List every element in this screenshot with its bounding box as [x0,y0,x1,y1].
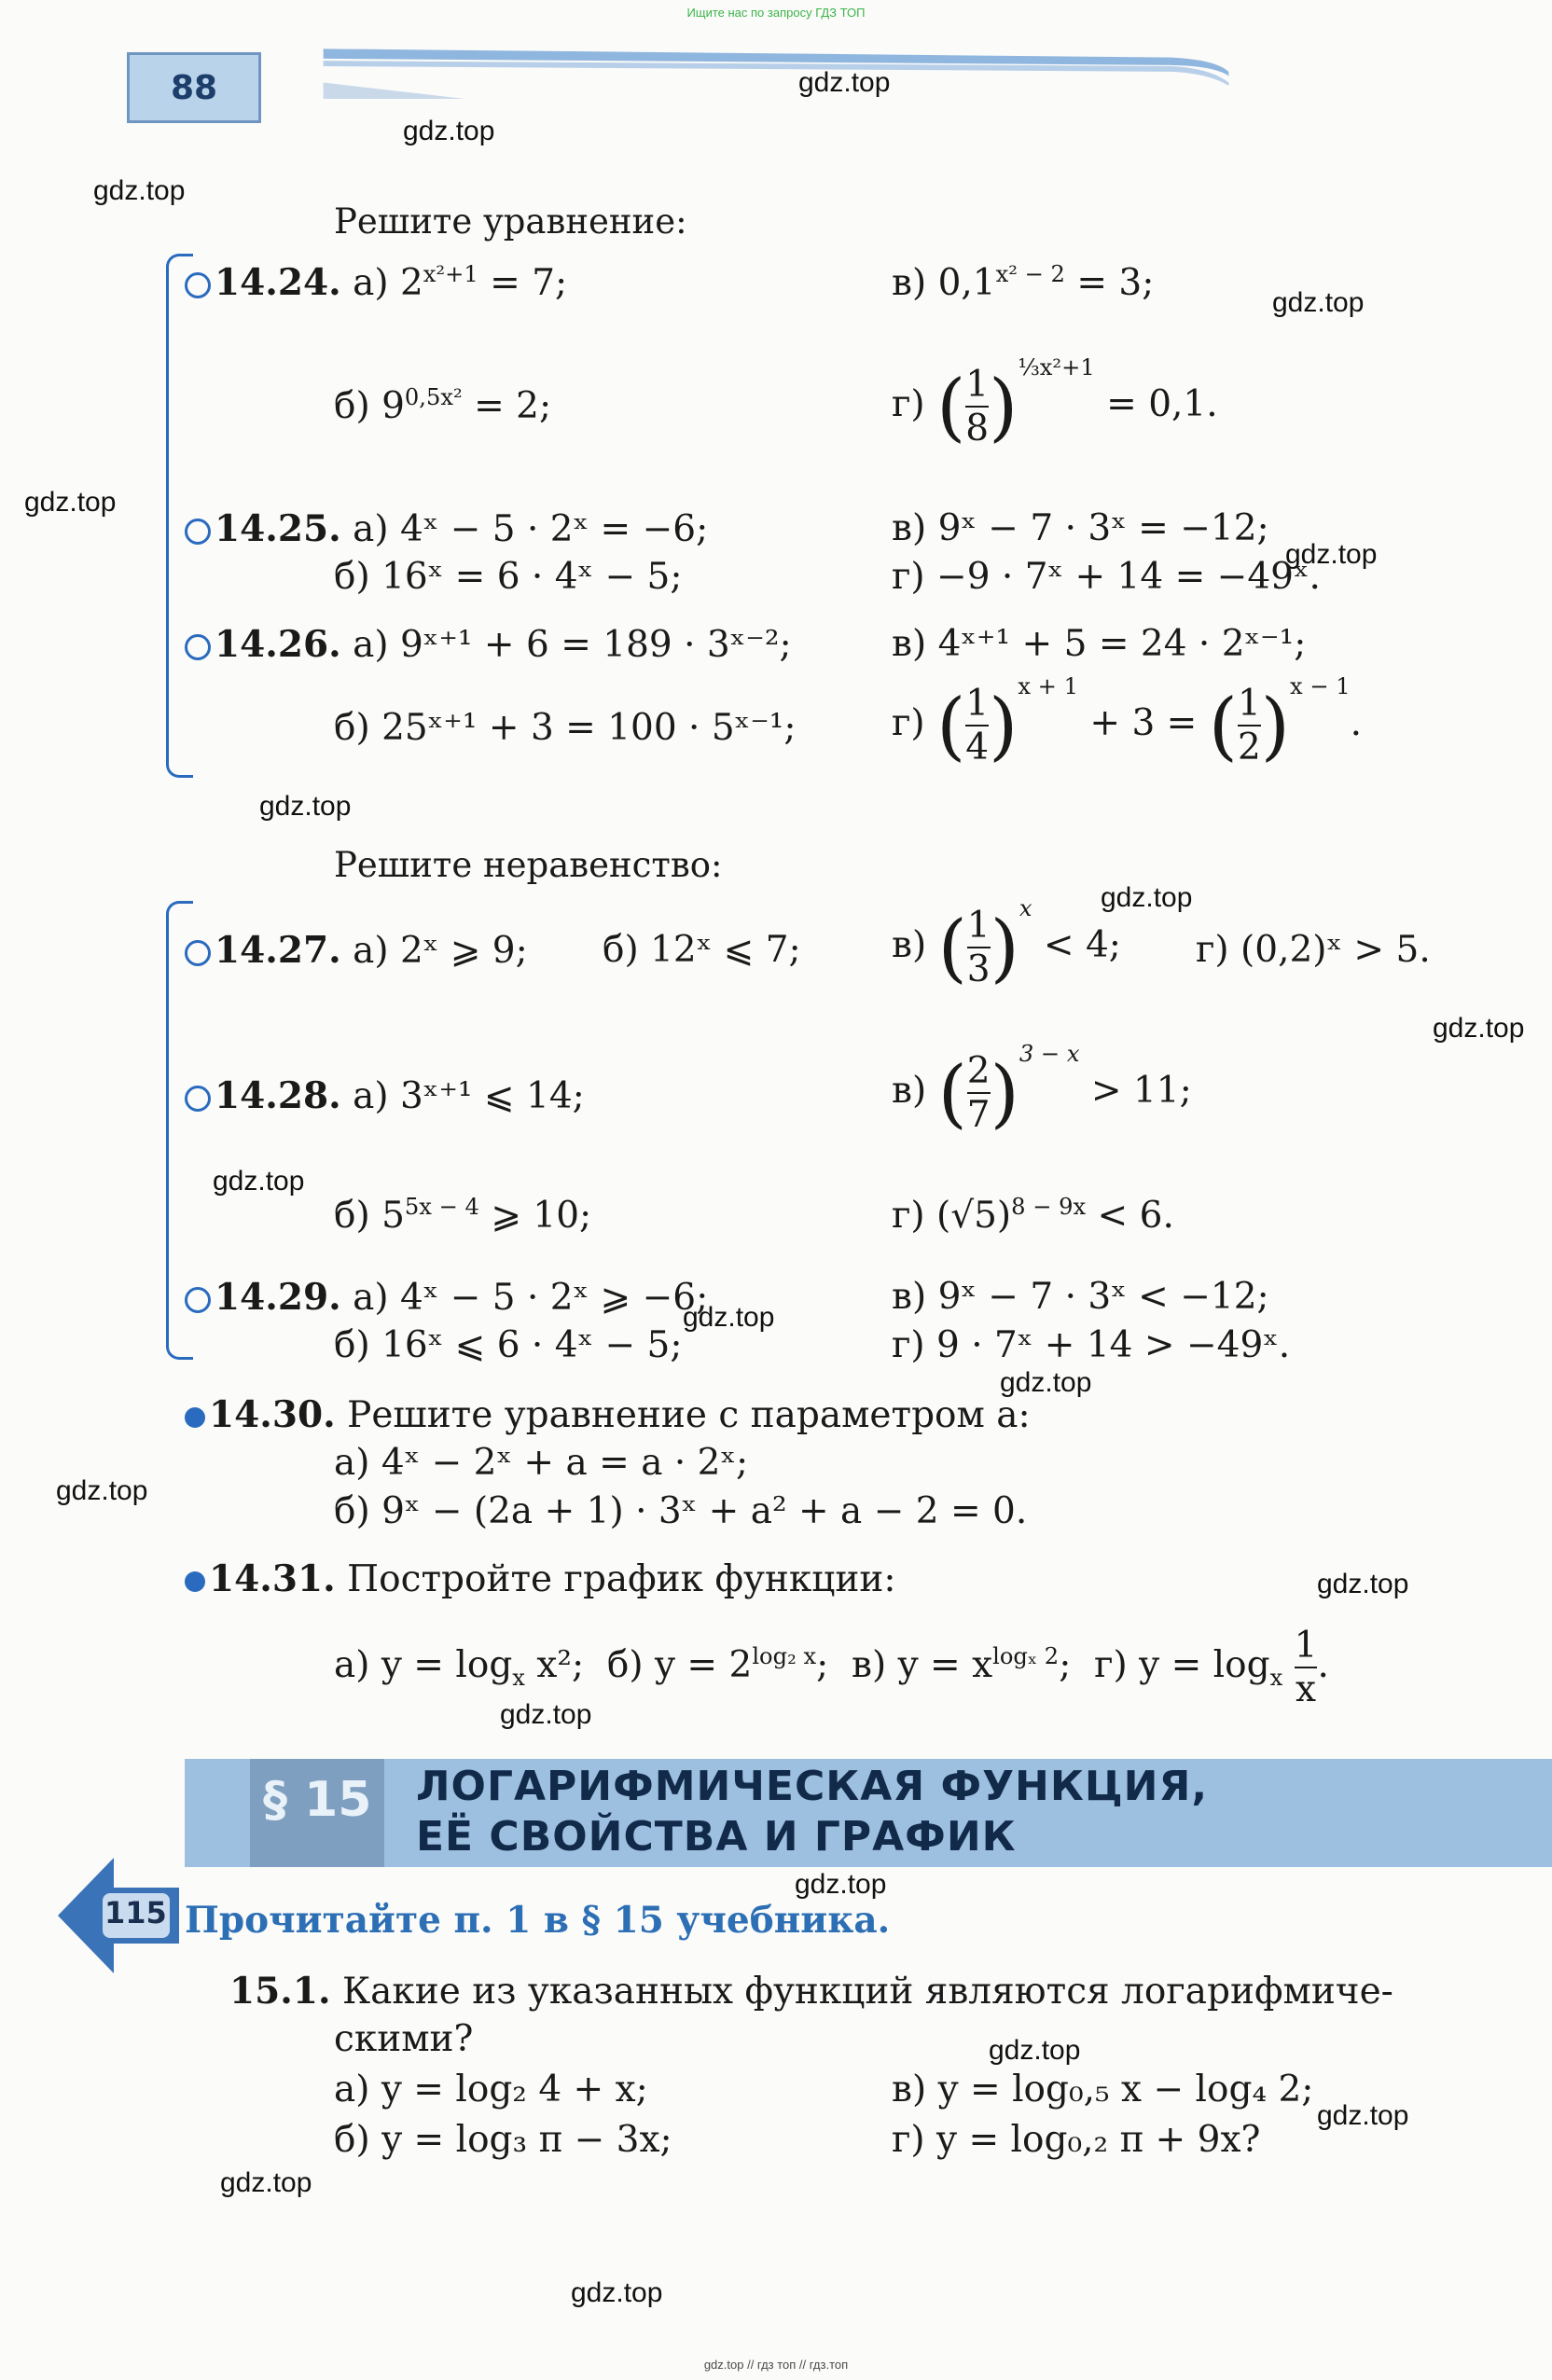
exponent: ⅓x²+1 [1018,354,1095,381]
exponent: x − 1 [1290,673,1351,699]
item-b-rest: ⩾ 10; [478,1195,592,1237]
item-v-rest: < 4; [1043,924,1121,966]
item-a: а) 3ˣ⁺¹ ⩽ 14; [353,1075,585,1117]
exercise-14-29-v: в) 9ˣ − 7 · 3ˣ < −12; [892,1276,1269,1318]
item-g: г) y = log [1094,1644,1270,1686]
exercise-text: Решите уравнение с параметром a: [347,1394,1031,1436]
watermark: gdz.top [1272,287,1365,318]
numerator: 2 [966,1050,991,1092]
circle-marker-icon [185,519,211,545]
exponent: 0,5x² [404,384,463,410]
watermark: gdz.top [683,1302,775,1333]
dot-marker-icon [185,1571,205,1592]
numerator: 1 [1237,683,1261,725]
exercise-number: 14.29. [215,1276,341,1319]
section-number: § 15 [263,1772,372,1828]
exponent: 5x − 4 [404,1194,479,1220]
fraction [1295,1625,1318,1710]
fraction [967,905,991,990]
item-a: а) 2ˣ ⩾ 9; [353,930,528,972]
watermark: gdz.top [571,2277,663,2308]
exercise-15-1-a: а) y = log₂ 4 + x; [334,2069,648,2110]
exponent: log₂ x [752,1643,817,1669]
exercise-text-line1: Какие из указанных функций являются логарифмиче- [341,1971,1393,2013]
exercise-14-24-g [892,354,1218,450]
exercise-14-27-b: б) 12ˣ ⩽ 7; [603,929,801,971]
exercise-14-27-a [185,929,528,972]
fraction [1238,683,1261,768]
watermark: gdz.top [500,1699,592,1730]
exercise-14-26-v: в) 4ˣ⁺¹ + 5 = 24 · 2ˣ⁻¹; [892,623,1307,665]
paren: ) [989,363,1018,450]
exercise-number: 14.27. [215,929,341,972]
exercise-14-31-items [334,1625,1329,1710]
subscript: x [512,1664,525,1691]
fraction [967,1050,991,1136]
watermark: gdz.top [220,2167,312,2198]
paren: ) [1260,682,1291,769]
watermark: gdz.top [259,791,352,822]
exercise-text: Постройте график функции: [347,1558,896,1600]
exercise-14-24-a [185,261,567,304]
paren: ) [989,682,1018,769]
dot-marker-icon [185,1407,205,1428]
exercise-number: 14.25. [215,507,341,550]
item-v: в) [892,924,927,966]
item-g: г) [892,702,925,744]
item-v: в) y = x [852,1644,993,1686]
item-a: а) 4ˣ − 5 · 2ˣ ⩾ −6; [353,1277,709,1319]
fraction [965,683,989,768]
circle-marker-icon [185,272,211,298]
item-v: в) 0,1 [892,262,996,304]
watermark: gdz.top [1101,882,1193,913]
item-b-rest: = 2; [462,385,552,427]
item-g: г) [892,383,925,425]
item-a-rest: x²; [524,1644,585,1686]
exercise-14-24-v [892,261,1154,304]
item-v-rest: > 11; [1090,1070,1192,1112]
exercise-14-27-g: г) (0,2)ˣ > 5. [1196,929,1431,971]
denominator: 8 [965,408,990,450]
item-v: в) [892,1070,927,1112]
top-note: Ищите нас по запросу ГДЗ ТОП [686,6,866,20]
item-b-rest: ; [816,1644,829,1686]
watermark: gdz.top [1317,2100,1409,2131]
numerator: 1 [965,364,990,406]
item-b: б) 9 [334,385,405,427]
section-heading-inequalities: Решите неравенство: [334,845,723,885]
item-a-rest: = 7; [478,262,568,304]
circle-marker-icon [185,1086,211,1112]
section-heading-equations: Решите уравнение: [334,201,687,242]
exercise-14-26-g: г) ( $\frac{1}{4}$ )$^{x + 1}$ + 3 = ( $\frac{1}{2}$ )$^{x - 1}$. [892,673,1363,769]
exercise-14-28-a [185,1074,585,1117]
exercise-15-1-v: в) y = log₀,₅ x − log₄ 2; [892,2069,1314,2110]
exercise-14-26-a [185,623,792,666]
watermark: gdz.top [1433,1013,1525,1044]
exercise-number: 14.26. [215,623,341,666]
watermark: gdz.top [24,487,117,518]
watermark: gdz.top [403,116,495,146]
watermark: gdz.top [1285,539,1378,570]
watermark: gdz.top [93,175,186,206]
item-a: а) 2 [353,262,423,304]
numerator: 1 [966,905,991,947]
item-b: б) y = 2 [606,1644,753,1686]
item-v-rest: ; [1059,1644,1072,1686]
denominator: 7 [966,1094,991,1136]
numerator: 1 [965,683,990,725]
watermark: gdz.top [798,67,891,98]
watermark: gdz.top [1317,1569,1409,1599]
watermark: gdz.top [56,1475,148,1506]
watermark: gdz.top [213,1166,305,1197]
exponent: x²+1 [423,261,478,287]
exercise-14-29-a [185,1276,708,1319]
bottom-note: gdz.top // гдз топ // гдз.топ [703,2358,849,2372]
exercise-14-30-a: а) 4ˣ − 2ˣ + a = a · 2ˣ; [334,1442,749,1484]
paren: ) [990,1049,1019,1137]
item-g-rest: . [1317,1644,1329,1686]
denominator: 2 [1237,726,1261,768]
exercise-15-1-b: б) y = log₃ π − 3x; [334,2119,672,2161]
exercise-14-28-g [892,1194,1174,1237]
exponent: 8 − 9x [1011,1194,1087,1220]
exercise-14-27-v [892,895,1121,991]
exercise-14-31 [185,1557,896,1600]
paren: ) [990,904,1019,991]
section-title-line1: ЛОГАРИФМИЧЕСКАЯ ФУНКЦИЯ, [416,1763,1209,1810]
item-b: б) 5 [334,1195,405,1237]
exercise-14-28-v [892,1041,1192,1137]
paren: ( [937,904,967,991]
paren: ( [936,682,966,769]
paren: ( [1208,682,1238,769]
exercise-14-30 [185,1393,1031,1436]
item-g: г) (√5) [892,1195,1012,1237]
fraction [965,364,989,450]
item-a: а) 4ˣ − 5 · 2ˣ = −6; [353,508,709,550]
item-g-rest: = 0,1. [1094,383,1218,425]
exercise-14-29-g: г) 9 · 7ˣ + 14 > −49ˣ. [892,1324,1291,1366]
exponent: x [1018,895,1032,921]
page-number: 88 [127,52,261,123]
exercise-15-1 [229,1970,1393,2013]
item-a: а) 9ˣ⁺¹ + 6 = 189 · 3ˣ⁻²; [353,624,792,666]
exercise-14-25-b: б) 16ˣ = 6 · 4ˣ − 5; [334,556,683,598]
exercise-14-25-v: в) 9ˣ − 7 · 3ˣ = −12; [892,507,1269,549]
read-instruction: Прочитайте п. 1 в § 15 учебника. [185,1899,891,1942]
denominator: 4 [965,726,990,768]
subscript: x [1269,1664,1283,1691]
exercise-14-24-b [334,384,551,427]
side-page-number: 115 [104,1895,167,1930]
watermark: gdz.top [989,2035,1081,2066]
circle-marker-icon [185,634,211,660]
exercise-14-29-b: б) 16ˣ ⩽ 6 · 4ˣ − 5; [334,1324,683,1366]
denominator: 3 [966,948,991,990]
exercise-14-28-b [334,1194,591,1237]
exercise-14-25-g: г) −9 · 7ˣ + 14 = −49ˣ. [892,556,1321,598]
exponent: x + 1 [1018,673,1078,699]
exercise-number: 14.31. [209,1557,336,1600]
section-title-line2: ЕЁ СВОЙСТВА И ГРАФИК [416,1813,1017,1861]
exercise-14-26-b: б) 25ˣ⁺¹ + 3 = 100 · 5ˣ⁻¹; [334,707,797,749]
item-g-mid: + 3 = [1089,702,1198,744]
exercise-number: 14.28. [215,1074,341,1117]
circle-marker-icon [185,1287,211,1313]
exponent: x² − 2 [995,261,1065,287]
item-a: а) y = log [334,1644,513,1686]
item-v-rest: = 3; [1064,262,1155,304]
item-g-rest: < 6. [1086,1195,1174,1237]
exercise-14-30-b: б) 9ˣ − (2a + 1) · 3ˣ + a² + a − 2 = 0. [334,1490,1028,1532]
watermark: gdz.top [795,1869,887,1900]
exercise-15-1-g: г) y = log₀,₂ π + 9x? [892,2119,1261,2161]
exercise-number: 14.24. [215,261,341,304]
watermark: gdz.top [1000,1367,1092,1398]
exponent: 3 − x [1018,1041,1080,1067]
paren: ( [936,363,966,450]
denominator: x [1296,1668,1317,1710]
numerator: 1 [1294,1625,1318,1667]
exercise-15-1-line2: скими? [334,2018,474,2060]
paren: ( [937,1049,967,1137]
exercise-number: 14.30. [209,1393,336,1436]
exercise-number: 15.1. [229,1970,331,2013]
exercise-14-25-a [185,507,708,550]
circle-marker-icon [185,940,211,966]
exponent: logₓ 2 [992,1643,1060,1669]
